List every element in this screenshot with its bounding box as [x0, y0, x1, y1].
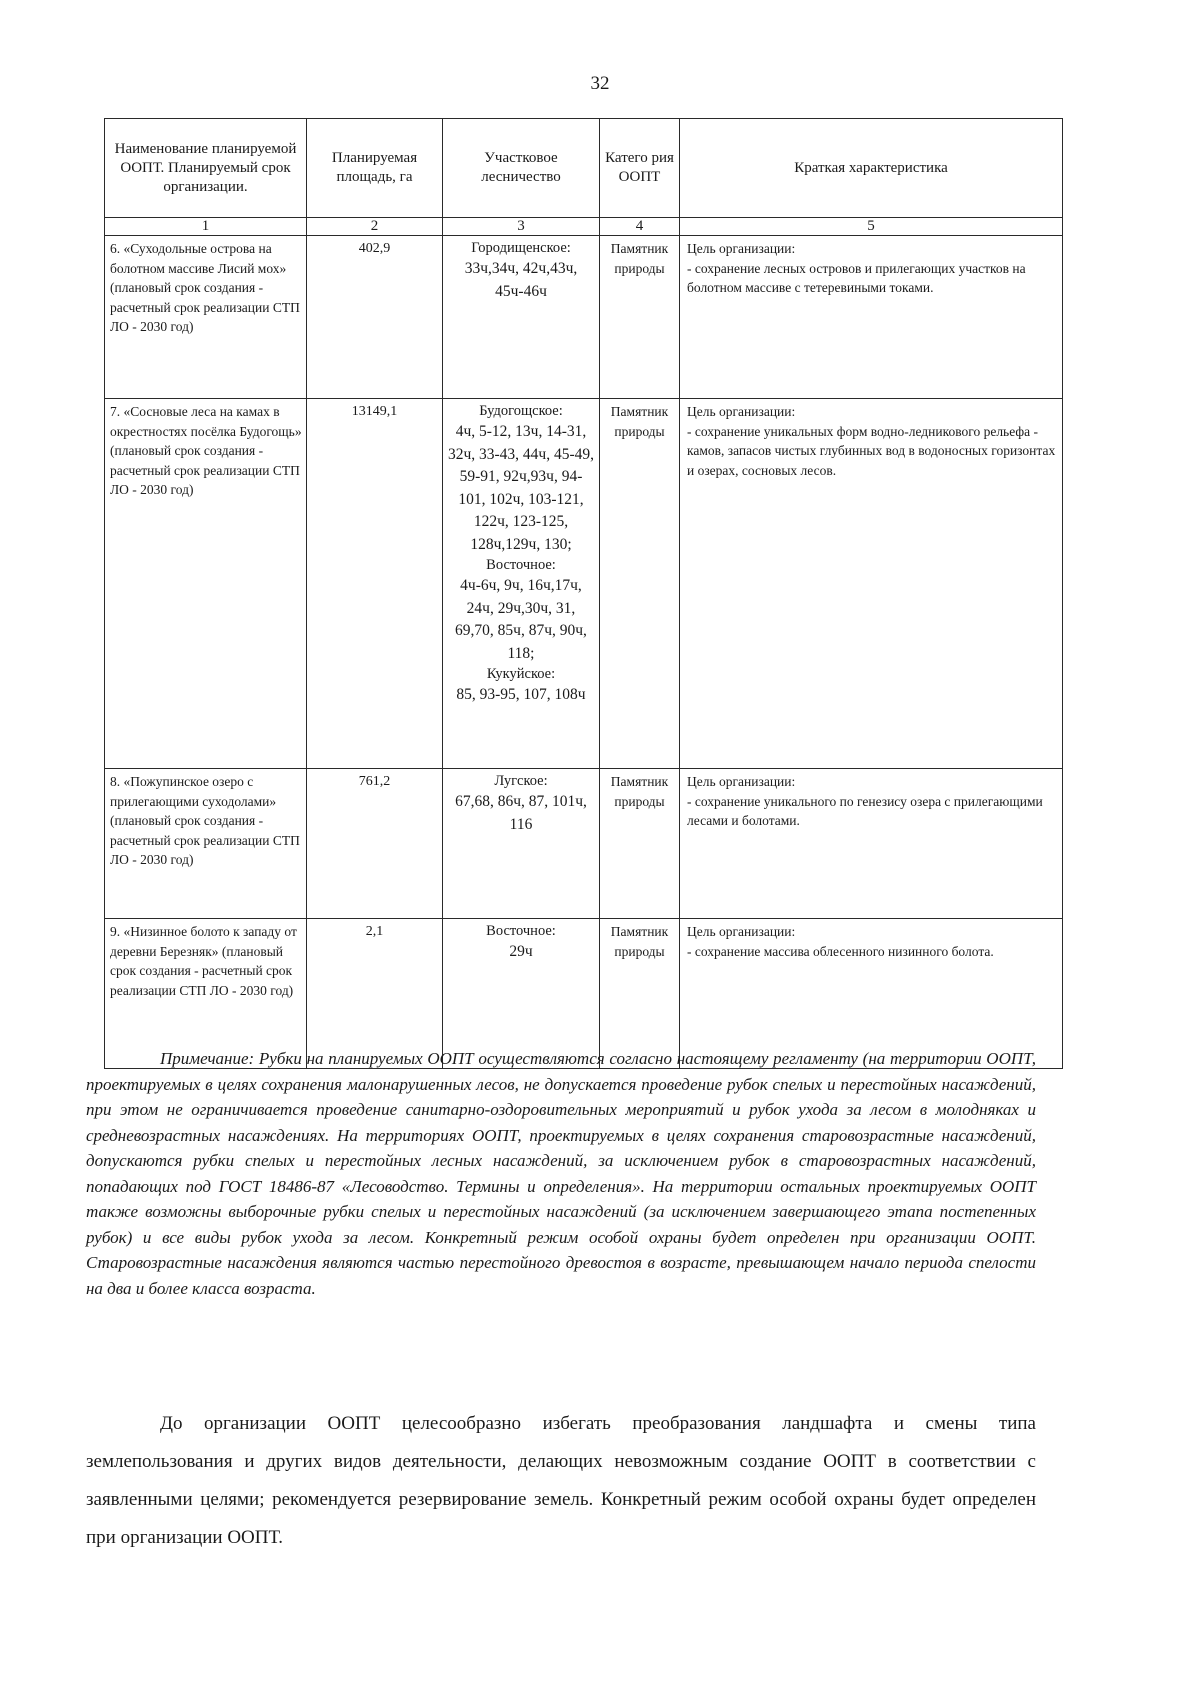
table-header-row: [105, 119, 1063, 218]
column-number: 2: [307, 218, 443, 236]
header-area: Планируемая площадь, га: [307, 119, 443, 218]
header-forestry: Участковое лесничество: [443, 119, 600, 218]
oopt-forestry: [443, 769, 600, 919]
oopt-area: 2,1: [307, 919, 443, 1069]
goal-text: - сохранение уникальных форм водно-ледникового рельефа - камов, запасов чистых глубинных вод в водоносных горизонтах и озерах, сосновых лесов.: [687, 423, 1056, 478]
goal-text: - сохранение уникального по генезису озера с прилегающими лесами и болотами.: [687, 793, 1043, 828]
forestry-name: Лугское:: [494, 773, 548, 789]
forestry-blocks: 4ч, 5-12, 13ч, 14-31, 32ч, 33-43, 44ч, 45-49, 59-91, 92ч,93ч, 94-101, 102ч, 103-121, 122ч, 123-125, 128ч,129ч, 130;: [447, 423, 595, 553]
oopt-name: 6. «Суходольные острова на болотном массиве Лисий мох» (плановый срок создания - расчетный срок реализации СТП ЛО - 2030 год): [105, 236, 307, 399]
oopt-category: Памятник природы: [600, 399, 680, 769]
goal-label: Цель организации:: [687, 774, 796, 789]
header-description: Краткая характеристика: [680, 119, 1063, 218]
column-number: 1: [105, 218, 307, 236]
forestry-name: Будогощское:: [479, 403, 563, 419]
forestry-name: Восточное:: [486, 557, 556, 573]
column-number: 4: [600, 218, 680, 236]
table-row: [105, 399, 1063, 769]
note-paragraph: Примечание: Рубки на планируемых ООПТ осуществляются согласно настоящему регламенту (на территории ООПТ, проектируемых в целях сохранения малонарушенных лесов, не допускается проведение рубок спелых и перестойных насаждений, при этом не ограничивается проведение санитарно-оздоровительных мероприятий и рубок ухода за лесом в молодняках и средневозрастных насаждениях. На территориях ООПТ, проектируемых в целях сохранения старовозрастные насаждений, допускаются рубки спелых и перестойных лесных насаждений, за исключением рубок в старовозрастных насаждений, попадающих под ГОСТ 18486-87 «Лесоводство. Термины и определения». На территории остальных проектируемых ООПТ также возможны выборочные рубки спелых и перестойных насаждений (за исключением завершающего этапа постепенных рубок) и все виды рубок ухода за лесом. Конкретный режим особой охраны будет определен при организации ООПТ. Старовозрастные насаждения являются частью перестойного древостоя в возрасте, превышающем начало периода спелости на два и более класса возраста.: [86, 1049, 1036, 1298]
forestry-name: Кукуйское:: [486, 666, 556, 682]
goal-label: Цель организации:: [687, 241, 796, 256]
oopt-table: [104, 118, 1063, 1069]
table-row: [105, 236, 1063, 399]
forestry-blocks: 67,68, 86ч, 87, 101ч, 116: [455, 793, 587, 833]
column-number: 5: [680, 218, 1063, 236]
oopt-description: [680, 399, 1063, 769]
page-number: 32: [590, 73, 610, 94]
oopt-area: 761,2: [307, 769, 443, 919]
oopt-forestry: [443, 399, 600, 769]
oopt-name: 8. «Пожупинское озеро с прилегающими суходолами» (плановый срок создания - расчетный срок реализации СТП ЛО - 2030 год): [105, 769, 307, 919]
goal-label: Цель организации:: [687, 924, 796, 939]
closing-paragraph: До организации ООПТ целесообразно избегать преобразования ландшафта и смены типа землепользования и других видов деятельности, делающих невозможным создание ООПТ в соответствии с заявленными целями; рекомендуется резервирование земель. Конкретный режим особой охраны будет определен при организации ООПТ.: [86, 1413, 1036, 1548]
forestry-blocks: 4ч-6ч, 9ч, 16ч,17ч, 24ч, 29ч,30ч, 31, 69,70, 85ч, 87ч, 90ч, 118;: [455, 577, 587, 662]
oopt-name: 9. «Низинное болото к западу от деревни Березняк» (плановый срок создания - расчетный срок реализации СТП ЛО - 2030 год): [105, 919, 307, 1069]
forestry-name: Городищенское:: [471, 240, 571, 256]
column-number: 3: [443, 218, 600, 236]
header-category: Катего рия ООПТ: [600, 119, 680, 218]
oopt-area: 402,9: [307, 236, 443, 399]
header-name: Наименование планируемой ООПТ. Планируемый срок организации.: [105, 119, 307, 218]
oopt-category: Памятник природы: [600, 236, 680, 399]
oopt-category: Памятник природы: [600, 769, 680, 919]
forestry-blocks: 85, 93-95, 107, 108ч: [456, 686, 586, 703]
goal-text: - сохранение массива облесенного низинного болота.: [687, 943, 994, 959]
goal-label: Цель организации:: [687, 404, 796, 419]
column-number-row: [105, 218, 1063, 236]
oopt-category: Памятник природы: [600, 919, 680, 1069]
forestry-blocks: 33ч,34ч, 42ч,43ч, 45ч-46ч: [464, 260, 578, 300]
oopt-description: [680, 769, 1063, 919]
forestry-blocks: 29ч: [509, 943, 533, 960]
forestry-name: Восточное:: [486, 923, 556, 939]
oopt-name: 7. «Сосновые леса на камах в окрестностях посёлка Будогощь» (плановый срок создания - расчетный срок реализации СТП ЛО - 2030 год): [105, 399, 307, 769]
oopt-area: 13149,1: [307, 399, 443, 769]
oopt-description: [680, 236, 1063, 399]
goal-text: - сохранение лесных островов и прилегающих участков на болотном массиве с тетеревиными токами.: [687, 260, 1026, 295]
table-row: [105, 769, 1063, 919]
oopt-forestry: [443, 236, 600, 399]
